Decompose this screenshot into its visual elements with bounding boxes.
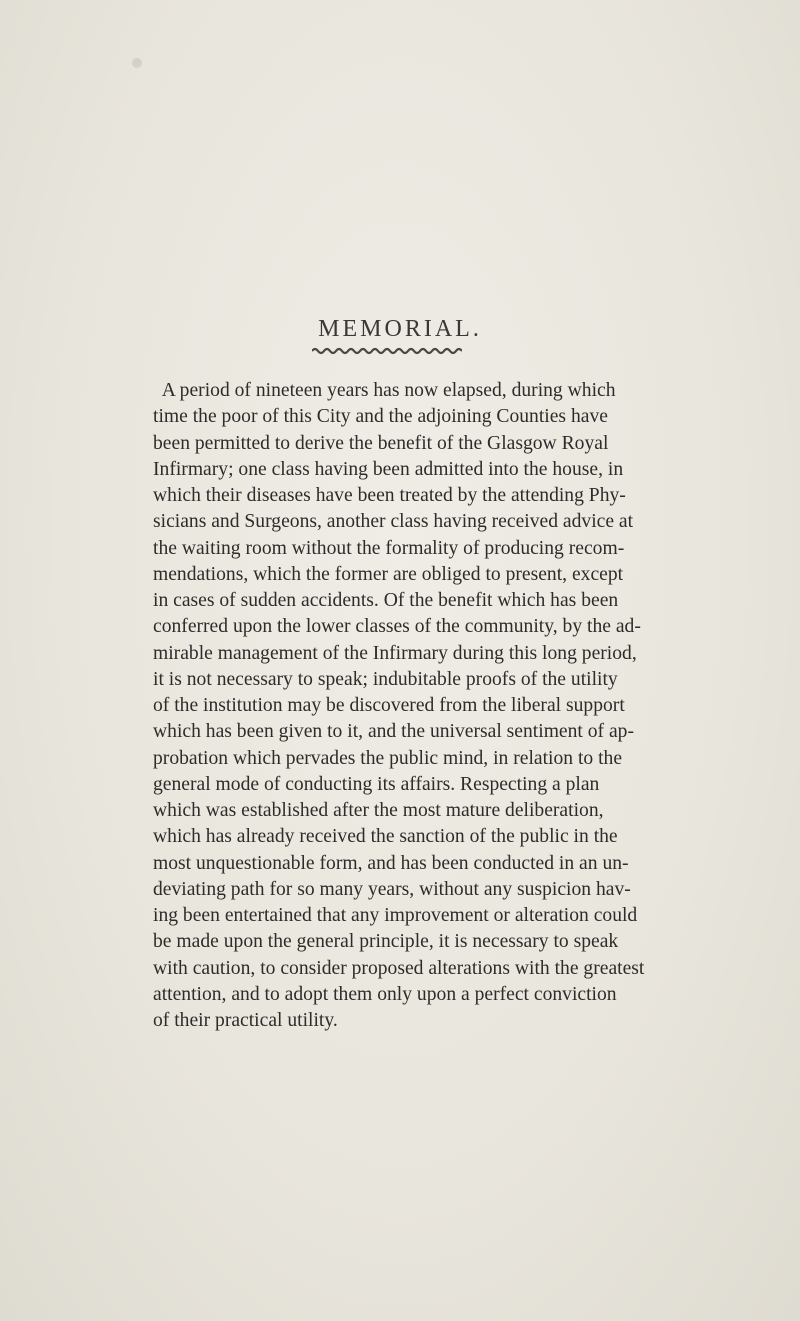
text-line: deviating path for so many years, without any suspicion hav- [153, 878, 631, 900]
text-line: which was established after the most mature deliberation, [153, 800, 604, 821]
text-line: A period of nineteen years has now elapsed, during which [153, 380, 616, 401]
text-line: of the institution may be discovered from the liberal support [153, 695, 625, 716]
text-line: mirable management of the Infirmary during this long period, [153, 642, 637, 664]
text-line: been permitted to derive the benefit of the Glasgow Royal [153, 432, 609, 454]
page-title: MEMORIAL. [318, 316, 482, 343]
memorial-body-text [153, 378, 798, 1034]
text-line: of their practical utility. [153, 1010, 338, 1031]
text-line: probation which pervades the public mind, in relation to the [153, 747, 623, 769]
wavy-rule-ornament-icon [312, 346, 462, 356]
text-line: which their diseases have been treated by the attending Phy- [153, 485, 626, 506]
text-line: conferred upon the lower classes of the community, by the ad- [153, 616, 641, 638]
text-line: most unquestionable form, and has been conducted in an un- [153, 852, 629, 874]
text-line: in cases of sudden accidents. Of the benefit which has been [153, 590, 619, 611]
paper-stain [132, 58, 142, 68]
text-line: general mode of conducting its affairs. Respecting a plan [153, 773, 600, 795]
text-line: which has already received the sanction of the public in the [153, 826, 618, 848]
text-line: sicians and Surgeons, another class having received advice at [153, 511, 634, 533]
text-line: which has been given to it, and the universal sentiment of ap- [153, 721, 635, 743]
text-line: time the poor of this City and the adjoining Counties have [153, 406, 608, 428]
text-line: Infirmary; one class having been admitted into the house, in [153, 458, 624, 480]
text-line: ing been entertained that any improvement or alteration could [153, 905, 638, 926]
text-line: with caution, to consider proposed alterations with the greatest [153, 957, 645, 979]
text-line: the waiting room without the formality of producing recom- [153, 537, 625, 559]
text-line: mendations, which the former are obliged to present, except [153, 563, 624, 585]
text-line: it is not necessary to speak; indubitable proofs of the utility [153, 668, 618, 690]
text-line: be made upon the general principle, it is necessary to speak [153, 931, 619, 953]
text-line: attention, and to adopt them only upon a perfect conviction [153, 983, 617, 1005]
